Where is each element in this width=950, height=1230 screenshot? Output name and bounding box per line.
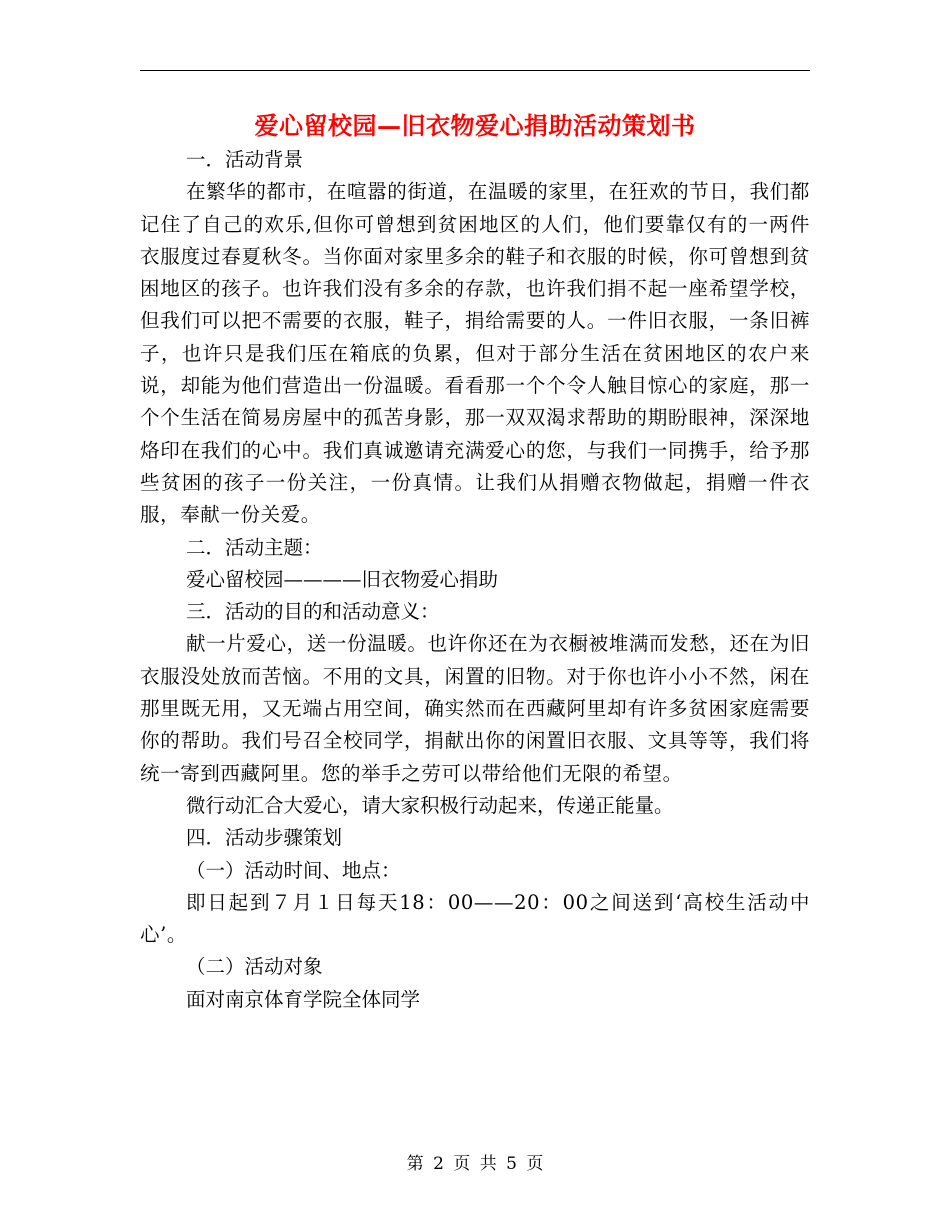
target-paragraph: 面对南京体育学院全体同学 bbox=[186, 987, 421, 1011]
background-heading: 一．活动背景 bbox=[186, 148, 304, 171]
purpose-heading: 三．活动的目的和活动意义： bbox=[186, 600, 440, 624]
background-paragraph: 在繁华的都市，在喧嚣的街道，在温暖的家里，在狂欢的节日，我们都记住了自己的欢乐,但你可曾想到贫困地区的人们，他们要靠仅有的一两件衣服度过春夏秋冬。当你面对家里多余的鞋子和衣服的时候，你可曾想到贫困地区的孩子。也许我们没有多余的存款，也许我们捐不起一座希望学校，但我们可以把不需要的衣服，鞋子，捐给需要的人。一件旧衣服，一条旧裤子，也许只是我们压在箱底的负累，但对于部分生活在贫困地区的农户来说，却能为他们营造出一份温暖。看看那一个个令人触目惊心的家庭，那一个个生活在简易房屋中的孤苦身影，那一双双渴求帮助的期盼眼神，深深地烙印在我们的心中。我们真诚邀请充满爱心的您，与我们一同携手，给予那些贫困的孩子一份关注，一份真情。让我们从捐赠衣物做起，捐赠一件衣服，奉献一份关爱。 bbox=[140, 180, 810, 527]
theme-heading: 二．活动主题： bbox=[186, 535, 323, 559]
purpose-paragraph: 献一片爱心，送一份温暖。也许你还在为衣橱被堆满而发愁，还在为旧衣服没处放而苦恼。不用的文具，闲置的旧物。对于你也许小小不然，闲在那里既无用，又无端占用空间，确实然而在西藏阿里却有许多贫困家庭需要你的帮助。我们号召全校同学，捐献出你的闲置旧衣服、文具等等，我们将统一寄到西藏阿里。您的举手之劳可以带给他们无限的希望。 bbox=[140, 632, 810, 785]
purpose-paragraph-2: 微行动汇合大爱心，请大家积极行动起来，传递正能量。 bbox=[186, 793, 674, 817]
steps-heading: 四．活动步骤策划 bbox=[186, 826, 343, 850]
theme-paragraph: 爱心留校园————旧衣物爱心捐助 bbox=[186, 567, 499, 591]
document-body bbox=[140, 144, 810, 1016]
time-heading: （一）活动时间、地点： bbox=[186, 858, 401, 882]
time-paragraph: 即日起到７月１日每天18：00——20：00之间送到‘高校生活动中心’。 bbox=[140, 890, 810, 947]
target-heading: （二）活动对象 bbox=[186, 955, 323, 979]
page-footer: 第 2 页 共 5 页 bbox=[406, 1154, 544, 1174]
header-rule bbox=[140, 70, 810, 71]
document-title: 爱心留校园—旧衣物爱心捐助活动策划书 bbox=[254, 111, 696, 140]
